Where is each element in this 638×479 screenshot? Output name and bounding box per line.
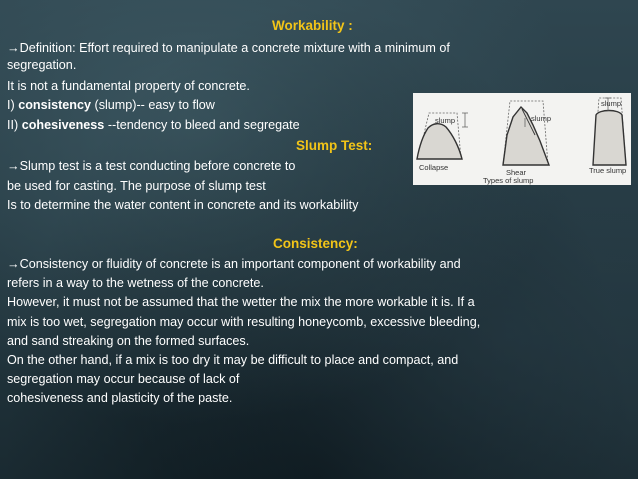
definition-line — [7, 40, 450, 57]
consistency-line-5: and sand streaking on the formed surfaces. — [7, 334, 250, 348]
slump-line-1-text: Slump test is a test conducting before concrete to — [19, 159, 296, 173]
slump-types-illustration — [413, 93, 631, 185]
slump-line-2: be used for casting. The purpose of slump test — [7, 179, 266, 193]
consistency-item — [7, 97, 215, 114]
definition-cont-line: segregation. — [7, 58, 77, 72]
consistency-line-1 — [7, 256, 461, 273]
definition-text: Definition: Effort required to manipulate a concrete mixture with a minimum of — [19, 41, 450, 55]
true-slump-shape — [593, 98, 626, 165]
true-slump-label: slump — [601, 99, 622, 108]
consistency-line-2: refers in a way to the wetness of the concrete. — [7, 276, 264, 290]
item1-rest: (slump)-- easy to flow — [91, 98, 215, 112]
shear-slump-label: slump — [531, 114, 552, 123]
consistency-line-6: On the other hand, if a mix is too dry it may be difficult to place and compact, and — [7, 353, 459, 367]
arrow-icon: → — [7, 41, 20, 55]
collapse-caption: Collapse — [419, 163, 449, 172]
cohesiveness-item — [7, 117, 300, 134]
item1-term: consistency — [18, 98, 91, 112]
consistency-line-7: segregation may occur because of lack of — [7, 372, 240, 386]
arrow-icon: → — [7, 257, 20, 271]
item2-prefix: II) — [7, 118, 22, 132]
not-fundamental-line: It is not a fundamental property of concrete. — [7, 79, 250, 93]
slump-types-figure — [413, 93, 631, 185]
true-slump-caption: True slump — [589, 166, 627, 175]
item2-rest: --tendency to bleed and segregate — [104, 118, 300, 132]
shear-slump-shape — [503, 101, 552, 165]
types-of-slump-caption: Types of slump — [483, 176, 534, 185]
slump-line-1 — [7, 158, 295, 175]
consistency-line-1-text: Consistency or fluidity of concrete is an important component of workability and — [19, 257, 461, 271]
collapse-slump-label: slump — [435, 116, 456, 125]
arrow-icon: → — [7, 159, 20, 173]
consistency-line-8: cohesiveness and plasticity of the paste. — [7, 391, 233, 405]
slump-line-3: Is to determine the water content in concrete and its workability — [7, 198, 359, 212]
slump-test-heading: Slump Test: — [296, 138, 373, 153]
workability-heading: Workability : — [272, 18, 353, 33]
consistency-heading: Consistency: — [273, 236, 358, 251]
item1-prefix: I) — [7, 98, 19, 112]
shear-caption: Shear — [506, 168, 527, 177]
consistency-line-3: However, it must not be assumed that the wetter the mix the more workable it is. If a — [7, 295, 475, 309]
consistency-line-4: mix is too wet, segregation may occur with resulting honeycomb, excessive bleeding, — [7, 315, 481, 329]
item2-term: cohesiveness — [21, 118, 105, 132]
